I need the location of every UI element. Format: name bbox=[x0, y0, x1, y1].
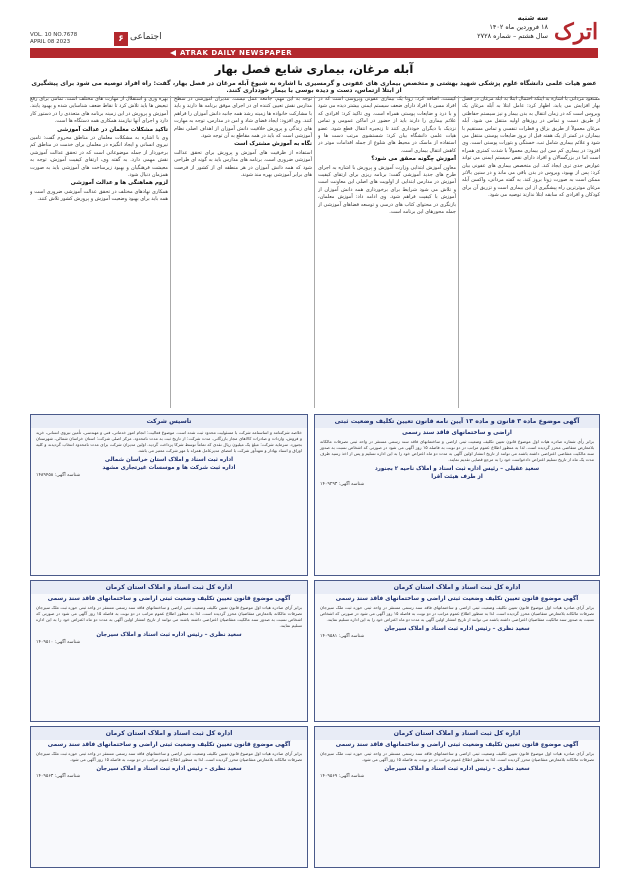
column-divider bbox=[314, 96, 315, 408]
article-column-2 bbox=[318, 96, 456, 408]
ad-title: آگهی موضوع قانون تعیین تکلیف وضعیت ثبتی اراضی و ساختمانهای فاقد سند رسمی bbox=[47, 742, 291, 748]
column-divider bbox=[170, 96, 171, 408]
ad-kerman-registry bbox=[314, 726, 600, 868]
column-text: توجه به این مهم، جامعه عمل نیست. مدیران آموزشی در سطح مدارس نقش تعیین کننده ای در اجرای موفق برنامه ها دارند و باید با مشارکت خانواده ها زمینه رشد همه جانبه دانش آموزان را فراهم کنند. وی افزود: ایجاد فضای شاد و امن در مدارس، توجه به مهارت های زندگی و پرورش خلاقیت دانش آموزان از اهداف اصلی نظام آموزشی است که باید در همه مقاطع به آن توجه شود. bbox=[174, 96, 312, 140]
ad-body: برابر آرای صادره هیات اول موضوع قانون تعیین تکلیف وضعیت ثبتی اراضی و ساختمانهای فاقد سند رسمی مستقر در واحد ثبتی حوزه ثبت ملک سیرجان تصرفات مالکانه بلامعارض متقاضیان محرز گردیده است. لذا به منظور اطلاع عموم مراتب در دو نوبت به فاصله ۱۵ روز آگهی می شود در صورتی که اشخاص نسبت به صدور سند مالکیت متقاضیان اعتراضی داشته باشند می توانند از تاریخ انتشار اولین آگهی به مدت دو ماه اعتراض خود را به این اداره تسلیم نمایند. bbox=[36, 605, 302, 628]
paper-name: ATRAK DAILY NEWSPAPER bbox=[180, 49, 293, 57]
ad-signature: اداره ثبت اسناد و املاک استان خراسان شمالی bbox=[104, 457, 234, 463]
ad-body: برابر آرای صادره هیات اول موضوع قانون تعیین تکلیف وضعیت ثبتی اراضی و ساختمانهای فاقد سند رسمی مستقر در واحد ثبتی حوزه ثبت ملک سیرجان تصرفات مالکانه بلامعارض متقاضیان محرز گردیده است. لذا به منظور اطلاع عموم مراتب در دو نوبت به فاصله ۱۵ روز آگهی می شود. bbox=[320, 751, 594, 762]
ad-header: اداره کل ثبت اسناد و املاک استان کرمان bbox=[315, 581, 599, 594]
column-text: همکاری نهادهای مختلف در تحقق عدالت آموزشی ضروری است و همه باید برای بهبود وضعیت آموزش و پرورش کشور تلاش کنند. bbox=[30, 188, 168, 203]
column-subheading: آموزش چگونه محقق می شود؟ bbox=[371, 156, 456, 163]
arrow-icon bbox=[170, 50, 176, 56]
ad-body: خلاصه شرکتنامه و اساسنامه شرکت با مسئولیت محدود ثبت شده است. موضوع فعالیت: انجام امور خدماتی، فنی و مهندسی، تأمین نیروی انسانی، خرید و فروش، واردات و صادرات کالاهای مجاز بازرگانی. مدت شرکت: از تاریخ ثبت به مدت نامحدود. مرکز اصلی شرکت: استان خراسان شمالی، شهرستان بجنورد. سرمایه شرکت: مبلغ یک میلیون ریال نقدی که تماماً توسط شرکا پرداخت گردید. اولین مدیران شرکت برای مدت نامحدود انتخاب گردیدند و کلیه اوراق و اسناد بهادار و تعهدآور شرکت با امضای مدیرعامل همراه با مهر شرکت معتبر می باشد. bbox=[36, 430, 302, 453]
ad-header: اداره کل ثبت اسناد و املاک استان کرمان bbox=[315, 727, 599, 740]
ad-id: شناسه آگهی: ۱۴۰۹۵۱۰ bbox=[36, 640, 81, 645]
column-divider bbox=[458, 96, 459, 408]
ad-header: اداره کل ثبت اسناد و املاک استان کرمان bbox=[31, 727, 307, 740]
column-text: استفاده از ظرفیت های آموزش و پرورش برای تحقق عدالت آموزشی ضروری است. برنامه های مدارس باید به گونه ای طراحی شود که همه دانش آموزان در هر منطقه ای از کشور از فرصت های برابر آموزشی بهره مند شوند. bbox=[174, 149, 312, 179]
volume-number: VOL. 10 NO.7678 bbox=[30, 32, 78, 38]
volume-block bbox=[30, 32, 94, 46]
ad-signature: اداره ثبت شرکت ها و موسسات غیرتجاری مشهد bbox=[102, 465, 236, 471]
ad-header: اداره کل ثبت اسناد و املاک استان کرمان bbox=[31, 581, 307, 594]
ad-body: برابر رأی شماره صادره هیات اول موضوع قانون تعیین تکلیف وضعیت ثبتی اراضی و ساختمانهای فاقد سند رسمی مستقر در واحد ثبتی تصرفات مالکانه بلامعارض متقاضی محرز گردیده است. لذا به منظور اطلاع عموم مراتب در دو نوبت به فاصله ۱۵ روز آگهی می شود در صورتی که اشخاص نسبت به صدور سند مالکیت متقاضی اعتراضی داشته باشند می توانند از تاریخ انتشار اولین آگهی به مدت دو ماه اعتراض خود را به این اداره تسلیم و پس از اخذ رسید ظرف مدت یک ماه از تاریخ تسلیم اعتراض دادخواست خود را به مرجع قضایی تقدیم نمایند. bbox=[320, 439, 594, 462]
issue-date: ۱۸ فروردین ماه ۱۴۰۲ bbox=[489, 23, 548, 31]
ad-title: آگهی موضوع قانون تعیین تکلیف وضعیت ثبتی اراضی و ساختمانهای فاقد سند رسمی bbox=[335, 596, 579, 602]
date-english: APRIL 08 2023 bbox=[30, 39, 71, 45]
ad-kerman-registry bbox=[30, 726, 308, 868]
newspaper-logo: اترک bbox=[554, 19, 599, 45]
ad-title: آگهی موضوع قانون تعیین تکلیف وضعیت ثبتی اراضی و ساختمانهای فاقد سند رسمی bbox=[335, 742, 579, 748]
page-number: ۶ bbox=[114, 32, 128, 46]
ad-id: شناسه آگهی: ۱۴۰۹۵۶۹ bbox=[320, 774, 365, 779]
ad-title: اراضی و ساختمانهای فاقد سند رسمی bbox=[402, 430, 512, 436]
ad-kerman-registry bbox=[30, 580, 308, 722]
column-text: بهره وری و استقلال از مهارت های مختلف است. تمامی برای رفع تبعیض ها باید تلاش کرد تا نقاط ضعف شناسایی شده و بهبود یابند. آموزش و پرورش در این زمینه برنامه های متعددی را در دستور کار دارد و اجرای آنها نیازمند همکاری همه دستگاه ها است. bbox=[30, 96, 168, 125]
ad-signature: سعید نظری – رئیس اداره ثبت اسناد و املاک سیرجان bbox=[96, 766, 242, 772]
article-column-1 bbox=[462, 96, 600, 408]
article-column-3 bbox=[174, 96, 312, 408]
column-subheading: تاکید مشکلات معلمان در عدالت آموزشی bbox=[57, 126, 168, 133]
article-column-4 bbox=[30, 96, 168, 408]
paper-name-bar bbox=[30, 48, 598, 58]
ad-signature: سعید عقیلی – رئیس اداره ثبت اسناد و املاک ناحیه ۲ بجنورد bbox=[374, 466, 540, 472]
article-headline: آبله مرغان، بیماری شایع فصل بهار bbox=[214, 62, 414, 76]
ad-id: شناسه آگهی: ۱۴۸۹۴۵۸ bbox=[36, 473, 81, 478]
column-text: وی با اشاره به مشکلات معلمان در مناطق محروم گفت: تامین نیروی انسانی و ایجاد انگیزه در معلمان برای خدمت در مناطق کم برخوردار از جمله موضوعاتی است که در تحقق عدالت آموزشی نقش مهمی دارد. به گفته وی، ارتقای کیفیت آموزش، توجه به معیشت فرهنگیان و بهبود زیرساخت های آموزشی باید به صورت همزمان دنبال شود. bbox=[30, 135, 168, 179]
date-block bbox=[418, 14, 548, 41]
issue-extra: سال هشتم – شماره ۲۷۲۸ bbox=[477, 32, 548, 40]
ad-body: برابر آرای صادره هیات اول موضوع قانون تعیین تکلیف وضعیت ثبتی اراضی و ساختمانهای فاقد سند رسمی مستقر در واحد ثبتی حوزه ثبت ملک سیرجان تصرفات مالکانه بلامعارض متقاضیان محرز گردیده است. لذا به منظور اطلاع عموم مراتب در دو نوبت به فاصله ۱۵ روز آگهی می شود. bbox=[36, 751, 302, 762]
ad-company-registration bbox=[30, 414, 308, 576]
ad-land-registry bbox=[314, 414, 600, 576]
article-subhead: عضو هیات علمی دانشگاه علوم پزشکی شهید بهشتی و متخصص بیماری های عفونی و گرمسیری با اشاره به شیوع آبله مرغان در فصل بهار، گفت: راه افراد توصیه می شود برای پیشگیری از ابتلا ازتماس، دست و دیده بوسی با بیمار خودداری کنند. bbox=[30, 80, 598, 98]
column-subheading: لزوم هماهنگی ها و عدالت آموزشی bbox=[70, 180, 168, 187]
ad-id: شناسه آگهی: ۱۴۰۹۵۸۱ bbox=[320, 634, 365, 639]
ad-id: شناسه آگهی: ۱۴۰۹۵۶۳ bbox=[36, 774, 81, 779]
column-subheading: نگاه به آموزش مشترک است bbox=[234, 141, 312, 148]
ad-body: برابر آرای صادره هیات اول موضوع قانون تعیین تکلیف وضعیت ثبتی اراضی و ساختمانهای فاقد سند رسمی مستقر در واحد ثبتی حوزه ثبت ملک سیرجان تصرفات مالکانه بلامعارض متقاضیان محرز گردیده است. لذا به منظور اطلاع عموم مراتب در دو نوبت به فاصله ۱۵ روز آگهی می شود در صورتی که اشخاص نسبت به صدور سند مالکیت متقاضیان اعتراضی داشته باشند می توانند از تاریخ انتشار اولین آگهی به مدت دو ماه اعتراض خود را به این اداره تسلیم نمایند. bbox=[320, 605, 594, 622]
ad-signature: سعید نظری – رئیس اداره ثبت اسناد و املاک سیرجان bbox=[384, 626, 530, 632]
weekday: سه شنبه bbox=[517, 14, 548, 22]
ad-signature: از طرف هیئت آقرا bbox=[431, 474, 483, 480]
ad-signature: سعید نظری – رئیس اداره ثبت اسناد و املاک سیرجان bbox=[384, 766, 530, 772]
ad-header: تاسیس شرکت bbox=[31, 415, 307, 428]
ad-title: آگهی موضوع قانون تعیین تکلیف وضعیت ثبتی اراضی و ساختمانهای فاقد سند رسمی bbox=[47, 596, 291, 602]
ad-signature: سعید نظری – رئیس اداره ثبت اسناد و املاک سیرجان bbox=[96, 632, 242, 638]
column-text: کیست، اضافه کرد: زونا یک بیماری عفونی ویروسی است که در افراد مسن یا افراد دارای ضعف سیستم ایمنی بیشتر دیده می شود و با درد و ضایعات پوستی همراه است. وی تاکید کرد: افرادی که علائم بیماری را دارند باید از حضور در اماکن عمومی و تماس نزدیک با دیگران خودداری کنند تا زنجیره انتقال قطع شود. عضو هیات علمی دانشگاه بیان کرد: شستشوی مرتب دست ها و استفاده از ماسک در محیط های شلوغ از جمله اقدامات موثر در کاهش انتقال بیماری است. bbox=[318, 96, 456, 154]
column-text: معاون آموزش ابتدایی وزارت آموزش و پرورش با اشاره به اجرای طرح های جدید آموزشی گفت: برنامه ریزی برای ارتقای کیفیت آموزش در مدارس ابتدایی از اولویت های اصلی این معاونت است و تلاش می شود شرایط برای برخورداری همه دانش آموزان از آموزش با کیفیت فراهم شود. وی ادامه داد: آموزش معلمان، بازنگری در محتوای کتاب های درسی و توسعه فضاهای آموزشی از جمله محورهای این برنامه است. bbox=[318, 164, 456, 216]
ad-kerman-registry bbox=[314, 580, 600, 722]
section-title: اجتماعی bbox=[130, 32, 162, 42]
ad-id: شناسه آگهی: ۱۴۰۹۲۹۳ bbox=[320, 482, 365, 487]
column-text: مسعود مردانی با اشاره به اینکه احتمال ابتلا به آبله مرغان در فصل بهار افزایش می یابد، اظهار کرد: عامل ابتلا به آبله مرغان یک ویروس است که در زمان انتقال به بدن بیمار و نیز سیستم حفاظتی از طریق دست و تماس در روزهای اولیه منتقل می شود. آبله مرغان معمولاً از طریق بزاق و قطرات تنفسی و تماس مستقیم با بیماران در کمتر از یک هفته قبل از بروز ضایعات پوستی منتقل می شود و علائم بیماری شامل تب، خستگی و بثورات پوستی است. وی افزود: در بیماری کم سن این بیماری معمولاً با شدت کمتری همراه است اما در بزرگسالان و افراد دارای نقص سیستم ایمنی می تواند عوارض جدی تری ایجاد کند. این متخصص بیماری های عفونی بیان کرد: پس از بهبود، ویروس در بدن باقی می ماند و در سنین بالاتر ممکن است به صورت زونا بروز کند. به گفته مردانی، واکسن آبله مرغان موثرترین راه پیشگیری از این بیماری است و تزریق آن برای کودکان و افرادی که سابقه ابتلا ندارند توصیه می شود. bbox=[462, 96, 600, 199]
ad-header: آگهی موضوع ماده ۳ قانون و ماده ۱۳ آیین نامه قانون تعیین تکلیف وضعیت ثبتی bbox=[315, 415, 599, 428]
